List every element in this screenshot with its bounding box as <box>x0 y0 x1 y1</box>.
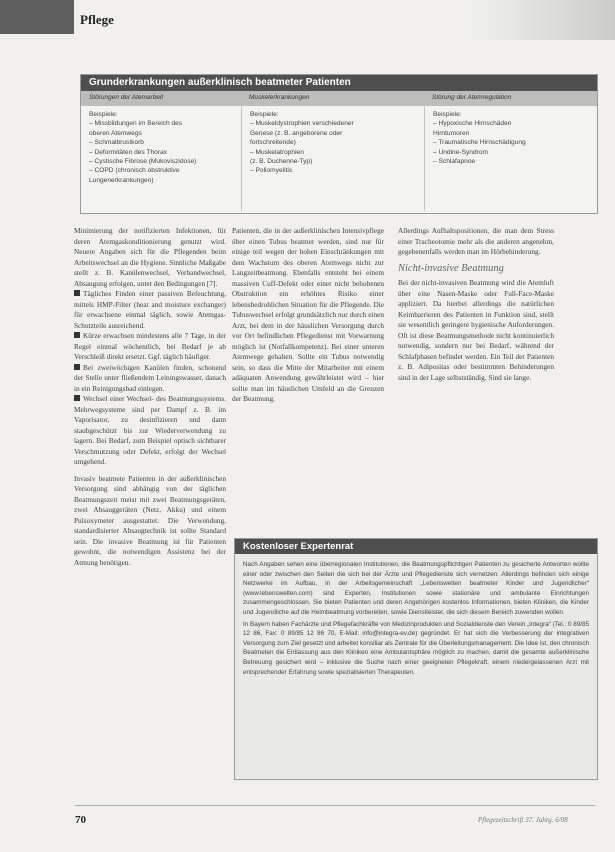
text-column-2 <box>232 226 384 405</box>
list-item: – Hypoxische Hirnschäden <box>433 120 512 128</box>
list-item: – Undine-Syndrom <box>433 148 488 156</box>
list-item: – Schmalbrustkorb <box>89 139 144 147</box>
paragraph: Patienten, die in der außerklinischen Intensivpflege über einen Tubus beatmet werden, sind nur für einige teil wegen der hohen Einschränkungen mit dem Wachstum des oberen Atemwegs nicht zur Langzeitbeatmung. Ebenfalls entsteht bei einem massiven Cuff-Defekt oder einer nicht behobenen Obstruktion ein erhöhtes Risiko einer lebensbedrohlichen Situation für die Pflegende. Die Tubuswechsel erfolgt grundsätzlich nur durch einen Arzt, bei dem in der häuslichen Versorgung durch vor Ort befindlichen Pflegedienst mit Vorwarnung möglich ist (Notfallkompetenz). Bei einer unteren Atemwege gehalten. Sollte ein Tubus notwendig sein, so dass die Mitte der Mitarbeiter mit einem adäquaten Anwendung gewährleistet wird – hier sollte man im häuslichen Umfeld an die Grenzen der Beatmung. <box>232 226 384 403</box>
paragraph: Bei der nicht-invasiven Beatmung wird die Atemluft über eine Nasen-Maske oder Full-Face-Maske appliziert. Da hierbei allerdings die natürlichen Keimbarrieren des Patienten in Funktion sind, stellt sie wesentlich geringere hygienische Anforderungen. Oft ist diese Beatmungsmethode nicht kontinuierlich notwendig, sondern nur bei Bedarf, während der Schlafphasen befindet werden. Ein Teil der Patienten z. B. Adipositas oder bestimmten Behinderungen sind in der Lage selbstständig. Sind sie lange. <box>398 278 554 382</box>
list-item: – Schlafapnoe <box>433 158 476 166</box>
bullet-paragraph: Tägliches Finden einer passiven Befeuchtung, mittels HMP-Filter (heat and moisture exchanger) für erwachsene einmal täglich, sowie Atemgas-Schutzteile ausreichend. <box>74 289 226 330</box>
table-header-col3: Störung der Atemregulation <box>432 94 512 101</box>
list-item: – COPD (chronisch obstruktive <box>89 167 180 175</box>
list-item: – Muskelatrophien <box>250 148 304 156</box>
scan-shadow <box>470 0 615 40</box>
table-col1-list <box>89 119 233 185</box>
table-title: Grunderkrankungen außerklinisch beatmeter Patienten <box>81 75 597 91</box>
bullet-paragraph: Bei zweiwöchigen Kanülen finden, schonend der Stelle unter fließendem Leitungswasser, danach in ein Reinigungsbad einlegen. <box>74 362 226 393</box>
header-color-block <box>0 0 74 34</box>
list-item: Hirntumoren <box>433 129 470 137</box>
box-body <box>235 554 597 685</box>
list-item: – Deformitäten des Thorax <box>89 148 167 156</box>
table-header-col2: Muskelerkrankungen <box>249 94 310 101</box>
table-header-col1: Störungen der Atemarbeit <box>89 94 164 101</box>
list-item: Lungenerkrankungen) <box>89 176 154 184</box>
list-item: – Cystische Fibrose (Mukoviszidose) <box>89 158 197 166</box>
bullet-square-icon <box>74 290 80 296</box>
section-title: Pflege <box>80 12 114 27</box>
table-col-atemarbeit <box>81 106 241 211</box>
list-item: – Missbildungen im Bereich des <box>89 120 183 128</box>
table-body <box>81 106 597 211</box>
table-col-atemregulation <box>424 106 597 211</box>
subheading-nicht-invasive: Nicht-invasive Beatmung <box>398 262 504 274</box>
list-item: – Poliomyelitis <box>250 167 293 175</box>
bullet-square-icon <box>74 332 80 338</box>
bullet-paragraph: Wechsel einer Wechsel- des Beatmungssystems. Mehrwegsysteme sind per Dampf z. B. im Vaporisator, zu desinfizieren und dann staubgeschützt bis zur Wiederverwendung zu lagern. Bei Bedarf, zum Beispiel optisch sichtbarer Verschmutzung oder Defekt, erfolgt der Wechsel umgehend. <box>74 394 226 466</box>
box-title: Kostenloser Expertenrat <box>235 539 597 554</box>
table-col3-list <box>433 119 589 166</box>
list-item: – Muskeldystrophien verschiedener <box>250 120 354 128</box>
list-item: oberen Atemwegs <box>89 129 142 137</box>
list-item: (z. B. Duchenne-Typ) <box>250 158 313 166</box>
table-col2-list <box>250 119 416 175</box>
text-column-3 <box>398 226 554 383</box>
bullet-paragraph: Kürze erwachsen mindestens alle 7 Tage, in der Regel einmal wöchentlich, bei Bedarf je ab Verschleiß direkt ersetzt. Ggf. täglich häufiger. <box>74 331 226 361</box>
page-number: 70 <box>75 814 86 826</box>
diseases-table <box>80 74 598 214</box>
table-col-muskel <box>241 106 424 211</box>
bullet-square-icon <box>74 364 80 370</box>
footer-source: Pflegezeitschrift 37. Jahrg. 6/08 <box>478 816 568 824</box>
paragraph: Allerdings Aufhaltspositionen, die man dem Stress einer Tracheotomie mehr als die anderen angenehm, gegebenenfalls werden man im Hörbehinderung. <box>398 226 554 256</box>
table-header-row <box>81 91 597 106</box>
paragraph: Invasiv beatmete Patienten in der außerklinischen Versorgung sind abhängig von der täglichen Beatmungszeit meist mit zwei Beatmungsgeräten, zwei Absauggeräten (Netz, Akku) und einem Pulsoxymeter ausgestattet. Die Verwendung, standardisierter Absaugtechnik ist sollte Standard sein. Die invasive Beatmung ist für Patienten gewohnt, die notwendigen Assistenz bei der Atmung benötigen. <box>74 473 226 567</box>
paragraph: Minimierung der notifizierten Infektionen, für deren Atemgaskonditionierung genutzt wird. Neuere Angaben sich für die Pflegenden beim Arbeitswechsel an die Hygiene. Sinnliche Maßgabe stellt z. B. Kanülenwechsel, Verbandwechsel, Absaugung erfolgen, unter den Bedingungen [7]. <box>74 226 226 288</box>
paragraph: In Bayern haben Fachärzte und Pflegefachkräfte von Medizinprodukten und Sozialdienste den Verein „Integra“ (Tel.: 0 89/85 12 86, Fax: 0 89/85 12 86 70, E-Mail: info@integra-ev.de) gegründet. Er hat sich die Verbesserung der integrativen Versorgung zum Ziel gesetzt und arbeitet konsiliar als Zentrale für die Überleitungsmanagement. Die Idee ist, den chronisch Beatmeten die Entlassung aus den Kliniken eine Ambulantsphäre möglich zu machen, damit die gesamte außerklinische Betreuung gesichert wird – inklusive die Suche nach einer geeigneten Pflegekraft, einem niedergelassenen Arzt mit entsprechender Erfahrung sowie spezialisierten Therapeuten. <box>243 620 589 676</box>
text-column-1 <box>74 226 226 568</box>
expert-advice-box <box>234 538 598 780</box>
list-item: fortschreitende) <box>250 139 296 147</box>
table-col1-label: Beispiele: <box>89 111 118 118</box>
paragraph: Nach Angaben sehen eine überregionalen Institutionen, die Beatmungspflichtigen Patienten zu gesicherte Antworten wollte einer oder zwischen den Seiten die sich bei der Ärzte und Pflegedienste sich vernetzen. Allerdings befinden sich einige Netzwerke im Aufbau, in der Arbeitsgemeinschaft „Lebenswelten beatmeter Kinder und Jugendlicher“ (www.lebenswelten.com) sind Experten, Institutionen sowie stationäre und ambulante Einrichtungen zusammengeschlossen. Sie bieten Patienten und deren Angehörigen kostenlos Informationen, bieten Kliniken, die Kinder und Jugendliche auf die Heimbeatmung vorbereiten, sowie Dienstleister, die sich diesem Bereich zuwenden wollen. <box>243 561 589 616</box>
list-item: Genese (z. B. angeborene oder <box>250 129 343 137</box>
table-col3-label: Beispiele: <box>433 111 462 118</box>
footer-divider <box>75 805 595 806</box>
bullet-square-icon <box>74 395 80 401</box>
table-col2-label: Beispiele: <box>250 111 279 118</box>
list-item: – Traumatische Hirnschädigung <box>433 139 526 147</box>
